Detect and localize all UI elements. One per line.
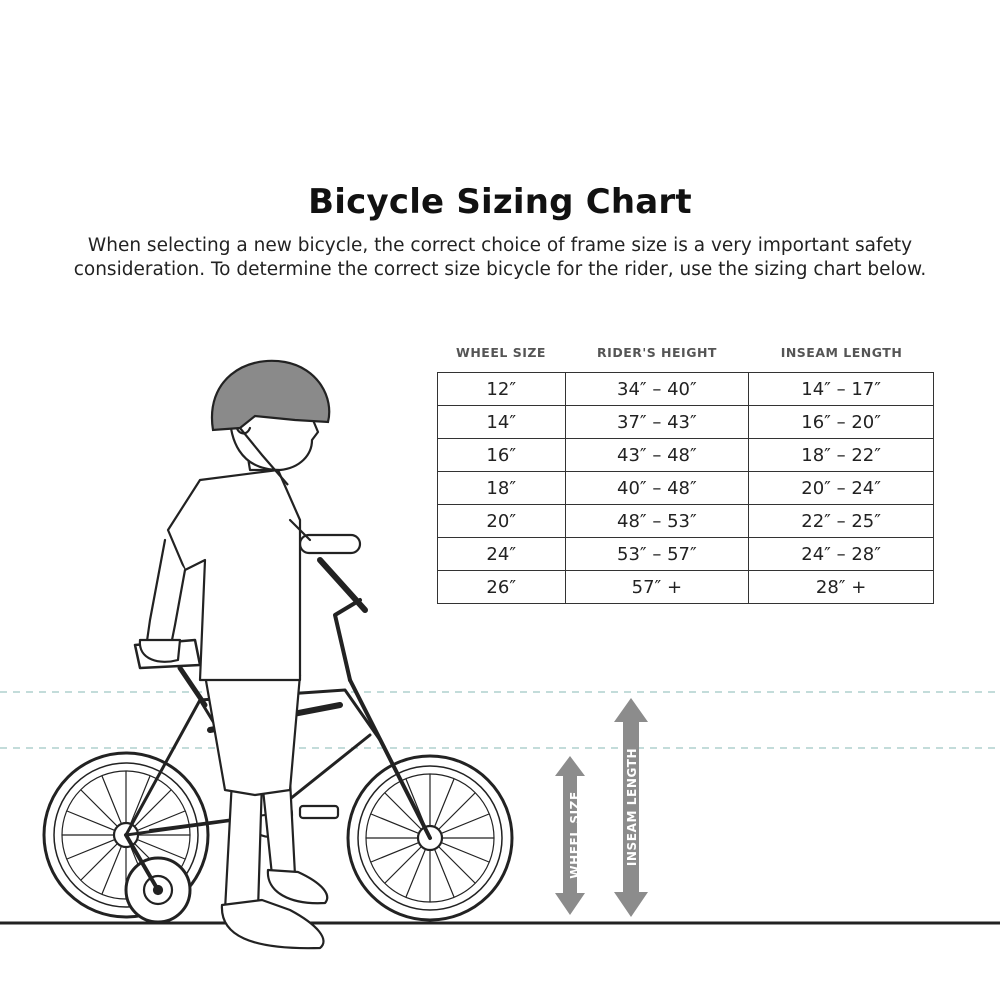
wheel-size-cell: 16″ (438, 439, 566, 472)
inseam-length-arrow (614, 698, 648, 917)
wheel-size-cell: 20″ (438, 505, 566, 538)
riders-height-cell: 48″ – 53″ (565, 505, 749, 538)
wheel-size-cell: 14″ (438, 406, 566, 439)
inseam-length-cell: 22″ – 25″ (749, 505, 934, 538)
riders-height-cell: 53″ – 57″ (565, 538, 749, 571)
header-inseam-length: INSEAM LENGTH (780, 345, 903, 360)
inseam-length-cell: 14″ – 17″ (749, 373, 934, 406)
riders-height-cell: 34″ – 40″ (565, 373, 749, 406)
riders-height-cell: 40″ – 48″ (565, 472, 749, 505)
header-wheel-size: WHEEL SIZE (456, 345, 546, 360)
riders-height-cell: 57″ + (565, 571, 749, 604)
inseam-length-cell: 18″ – 22″ (749, 439, 934, 472)
inseam-length-cell: 28″ + (749, 571, 934, 604)
inseam-length-cell: 16″ – 20″ (749, 406, 934, 439)
inseam-length-cell: 20″ – 24″ (749, 472, 934, 505)
wheel-size-cell: 12″ (438, 373, 566, 406)
page-title: Bicycle Sizing Chart (308, 182, 692, 222)
riders-height-cell: 43″ – 48″ (565, 439, 749, 472)
header-riders-height: RIDER'S HEIGHT (597, 345, 717, 360)
wheel-size-cell: 24″ (438, 538, 566, 571)
wheel-size-arrow-label: WHEEL SIZE (568, 791, 582, 879)
bike-illustration (0, 330, 1000, 1000)
inseam-length-cell: 24″ – 28″ (749, 538, 934, 571)
wheel-size-cell: 26″ (438, 571, 566, 604)
wheel-size-arrow (555, 756, 585, 915)
intro-line-1: When selecting a new bicycle, the correct choice of frame size is a very important safety (87, 235, 913, 256)
inseam-length-arrow-label: INSEAM LENGTH (625, 747, 639, 867)
intro-text (40, 234, 960, 282)
wheel-size-cell: 18″ (438, 472, 566, 505)
riders-height-cell: 37″ – 43″ (565, 406, 749, 439)
intro-line-2: consideration. To determine the correct size bicycle for the rider, use the sizing chart below. (73, 259, 927, 280)
